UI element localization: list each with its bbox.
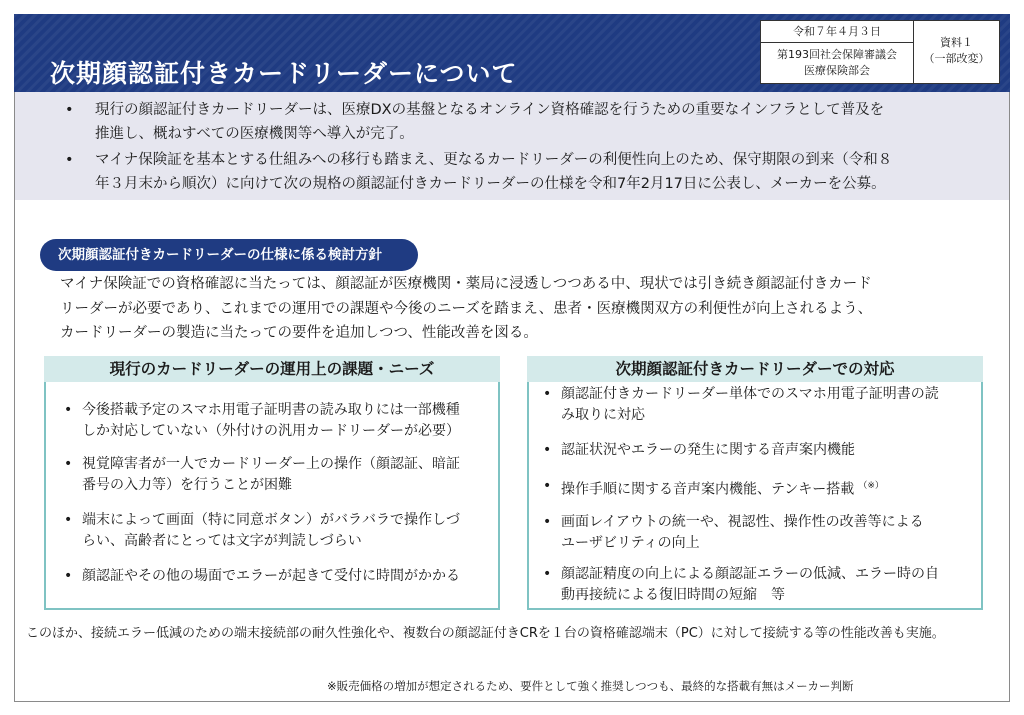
issue-line1: • 今後搭載予定のスマホ用電子証明書の読み取りには一部機種	[82, 402, 460, 418]
response-item	[541, 564, 977, 606]
summary-item	[65, 98, 985, 146]
response-line1: • 画面レイアウトの統一や、視認性、操作性の改善等による	[561, 514, 924, 530]
summary-box	[15, 92, 1009, 200]
response-line1: • 顔認証付きカードリーダー単体でのスマホ用電子証明書の読	[561, 386, 939, 402]
response-line1	[561, 476, 977, 501]
summary-item-line2: 年３月末から順次）に向けて次の規格の顔認証付きカードリーダーの仕様を令和7年2月17日に公表し、メーカーを公募。	[95, 176, 886, 192]
response-panel	[527, 382, 983, 610]
issues-panel-title: 現行のカードリーダーの運用上の課題・ニーズ	[44, 356, 500, 382]
response-item	[541, 476, 977, 501]
policy-line: カードリーダーの製造に当たっての要件を追加しつつ、性能改善を図る。	[60, 325, 538, 341]
response-line2: み取りに対応	[561, 407, 645, 423]
meta-org-line1: 第193回社会保障審議会	[777, 48, 897, 61]
page-title: 次期顔認証付きカードリーダーについて	[50, 59, 518, 88]
policy-line: マイナ保険証での資格確認に当たっては、顔認証が医療機関・薬局に浸透しつつある中、現状では引き続き顔認証付きカード	[60, 276, 872, 292]
footnote-mark: （※）	[858, 481, 884, 491]
summary-item-line2: 推進し、概ねすべての医療機関等へ導入が完了。	[95, 126, 414, 142]
issue-line2: 番号の入力等）を行うことが困難	[82, 477, 292, 493]
response-item	[541, 384, 977, 426]
summary-item	[65, 148, 985, 196]
issue-line1: • 視覚障害者が一人でカードリーダー上の操作（顔認証、暗証	[82, 456, 460, 472]
issue-item	[62, 454, 492, 496]
response-text: 操作手順に関する音声案内機能、テンキー搭載	[561, 481, 855, 498]
issue-item	[62, 400, 492, 442]
issue-line1: • 端末によって画面（特に同意ボタン）がバラバラで操作しづ	[82, 512, 460, 528]
meta-date: 令和７年４月３日	[761, 21, 914, 43]
response-item	[541, 440, 977, 461]
response-line2: 動再接続による復旧時間の短縮 等	[561, 587, 785, 603]
policy-line: リーダーが必要であり、これまでの運用での課題や今後のニーズを踏まえ、患者・医療機関双方の利便性が向上されるよう、	[60, 300, 873, 317]
issue-line2: しか対応していない（外付けの汎用カードリーダーが必要）	[82, 423, 460, 439]
summary-item-line1: • マイナ保険証を基本とする仕組みへの移行も踏まえ、更なるカードリーダーの利便性向上のため、保守期限の到来（令和８	[95, 152, 893, 168]
issue-item	[62, 566, 492, 587]
response-panel-title: 次期顔認証付きカードリーダーでの対応	[527, 356, 983, 382]
footer-note: このほか、接続エラー低減のための端末接続部の耐久性強化や、複数台の顔認証付きCRを１台の資格確認端末（PC）に対して接続する等の性能改善も実施。	[26, 626, 945, 641]
footnote: ※販売価格の増加が想定されるため、要件として強く推奨しつつも、最終的な搭載有無はメーカー判断	[327, 679, 854, 693]
response-line2: ユーザビリティの向上	[561, 535, 700, 551]
meta-doc-note: （一部改変）	[923, 52, 990, 65]
response-line1: • 認証状況やエラーの発生に関する音声案内機能	[561, 442, 855, 458]
meta-org-line2: 医療保険部会	[804, 64, 870, 77]
response-item	[541, 512, 977, 554]
issues-panel	[44, 382, 500, 610]
issue-line2: らい、高齢者にとっては文字が判読しづらい	[82, 533, 362, 549]
meta-document-label	[914, 21, 999, 83]
meta-doc-number: 資料１	[940, 36, 973, 49]
policy-heading-label: 次期顔認証付きカードリーダーの仕様に係る検討方針	[40, 239, 418, 271]
document-meta-box	[760, 20, 1000, 84]
response-line1: • 顔認証精度の向上による顔認証エラーの低減、エラー時の自	[561, 566, 939, 582]
meta-organization	[761, 43, 914, 83]
policy-paragraph	[60, 272, 980, 346]
summary-item-line1: • 現行の顔認証付きカードリーダーは、医療DXの基盤となるオンライン資格確認を行うための重要なインフラとして普及を	[95, 102, 885, 118]
issue-item	[62, 510, 492, 552]
issue-line1: • 顔認証やその他の場面でエラーが起きて受付に時間がかかる	[82, 568, 460, 584]
